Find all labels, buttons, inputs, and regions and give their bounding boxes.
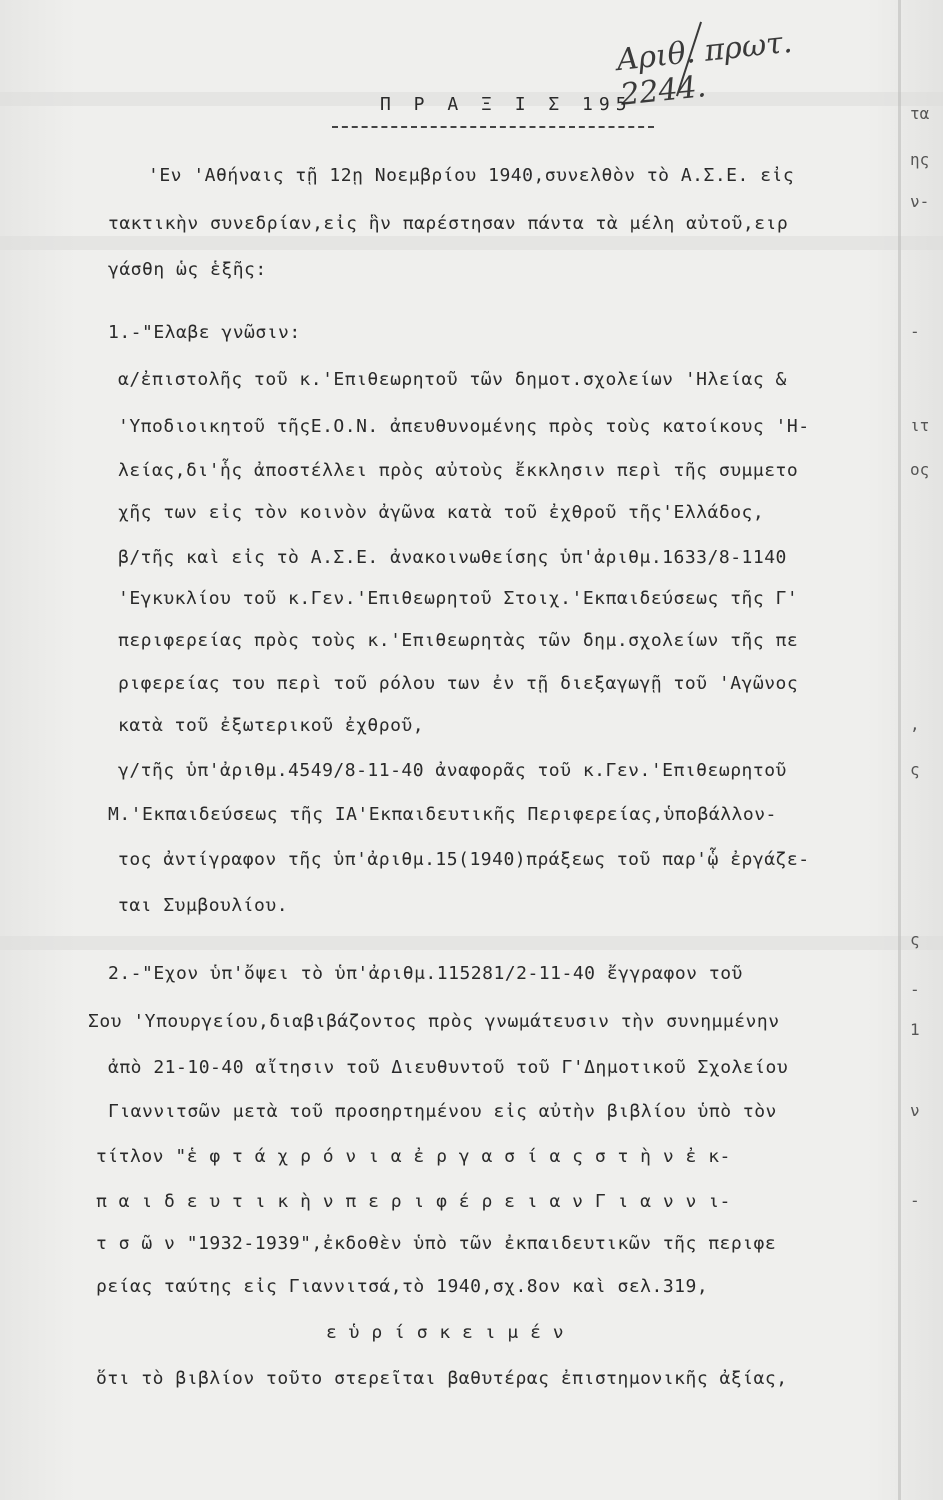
text-line: ἀπὸ 21-10-40 αἴτησιν τοῦ Διευθυντοῦ τοῦ Γ'Δημοτικοῦ Σχολείου bbox=[108, 1057, 789, 1078]
text-line: ὅτι τὸ βιβλίον τοῦτο στερεῖται βαθυτέρας ἐπιστημονικῆς ἀξίας, bbox=[96, 1368, 788, 1389]
title-underline bbox=[332, 126, 654, 128]
margin-fragment: τα bbox=[910, 104, 930, 123]
text-line: χῆς των εἰς τὸν κοινὸν ἀγῶνα κατὰ τοῦ ἐχθροῦ τῆς'Ελλάδος, bbox=[118, 502, 765, 523]
text-line: γάσθη ὡς ἑξῆς: bbox=[108, 259, 267, 280]
margin-fragment: ιτ bbox=[910, 416, 930, 435]
handwritten-protocol-number: Αριθ. πρωτ. 2244. bbox=[615, 24, 794, 113]
text-line: λείας,δι'ἧς ἀποστέλλει πρὸς αὐτοὺς ἔκκλησιν περὶ τῆς συμμετο bbox=[118, 460, 799, 481]
text-line: τ σ ῶ ν "1932-1939",ἐκδοθὲν ὑπὸ τῶν ἐκπαιδευτικῶν τῆς περιφε bbox=[96, 1233, 777, 1254]
text-line: Σου 'Υπουργείου,διαβιβάζοντος πρὸς γνωμάτευσιν τὴν συνημμένην bbox=[88, 1011, 780, 1032]
text-line: 'Εγκυκλίου τοῦ κ.Γεν.'Επιθεωρητοῦ Στοιχ.'Εκπαιδεύσεως τῆς Γ' bbox=[118, 588, 799, 609]
text-line: ριφερείας του περὶ τοῦ ρόλου των ἐν τῇ διεξαγωγῇ τοῦ 'Αγῶνος bbox=[118, 673, 799, 694]
margin-fragment: 1 bbox=[910, 1020, 920, 1039]
margin-fragment: ης bbox=[910, 150, 930, 169]
bleed-through-stripe bbox=[0, 936, 943, 950]
margin-fragment: - bbox=[910, 322, 920, 341]
margin-fragment: , bbox=[910, 715, 920, 734]
text-line: κατὰ τοῦ ἐξωτερικοῦ ἐχθροῦ, bbox=[118, 715, 425, 736]
text-line: τίτλον "ἑ φ τ ά χ ρ ό ν ι α ἐ ρ γ α σ ί α ς σ τ ὴ ν ἐ κ- bbox=[96, 1146, 731, 1167]
margin-fragment: ς bbox=[910, 930, 920, 949]
text-line: 'Εν 'Αθήναις τῇ 12ῃ Νοεμβρίου 1940,συνελθὸν τὸ Α.Σ.Ε. εἰς bbox=[148, 165, 795, 186]
text-line: 1.-"Ελαβε γνῶσιν: bbox=[108, 322, 301, 343]
text-line: ρείας ταύτης εἰς Γιαννιτσά,τὸ 1940,σχ.8ον καὶ σελ.319, bbox=[96, 1276, 709, 1297]
text-line: ε ὑ ρ ί σ κ ε ι μ έ ν bbox=[326, 1322, 565, 1343]
document-title: Π Ρ Α Ξ Ι Σ 195 bbox=[380, 94, 633, 115]
text-line: Γιαννιτσῶν μετὰ τοῦ προσηρτημένου εἰς αὐτὴν βιβλίου ὑπὸ τὸν bbox=[108, 1101, 777, 1122]
text-line: γ/τῆς ὑπ'ἀριθμ.4549/8-11-40 ἀναφορᾶς τοῦ κ.Γεν.'Επιθεωρητοῦ bbox=[118, 760, 787, 781]
text-line: α/ἐπιστολῆς τοῦ κ.'Επιθεωρητοῦ τῶν δημοτ.σχολείων 'Ηλείας & bbox=[118, 369, 787, 390]
margin-fragment: - bbox=[910, 980, 920, 999]
margin-fragment: ς bbox=[910, 760, 920, 779]
text-line: ται Συμβουλίου. bbox=[118, 895, 289, 916]
margin-fragment: ν bbox=[910, 1101, 920, 1120]
text-line: Μ.'Εκπαιδεύσεως τῆς ΙΑ'Εκπαιδευτικῆς Περιφερείας,ὑποβάλλον- bbox=[108, 804, 777, 825]
text-line: β/τῆς καὶ εἰς τὸ Α.Σ.Ε. ἀνακοινωθείσης ὑπ'ἀριθμ.1633/8-1140 bbox=[118, 547, 787, 568]
text-line: 2.-"Εχον ὑπ'ὄψει τὸ ὑπ'ἀριθμ.115281/2-11-40 ἔγγραφον τοῦ bbox=[108, 963, 743, 984]
text-line: 'Υποδιοικητοῦ τῆςΕ.Ο.Ν. ἀπευθυνομένης πρὸς τοὺς κατοίκους 'Η- bbox=[118, 416, 810, 437]
text-line: τος ἀντίγραφον τῆς ὑπ'ἀριθμ.15(1940)πράξεως τοῦ παρ'ᾧ ἐργάζε- bbox=[118, 849, 810, 870]
text-line: τακτικὴν συνεδρίαν,εἰς ἣν παρέστησαν πάντα τὰ μέλη αὐτοῦ,ειρ bbox=[108, 213, 789, 234]
text-line: περιφερείας πρὸς τοὺς κ.'Επιθεωρητὰς τῶν δημ.σχολείων τῆς πε bbox=[118, 630, 799, 651]
margin-fragment: - bbox=[910, 1191, 920, 1210]
page-edge bbox=[898, 0, 901, 1500]
margin-fragment: ος bbox=[910, 460, 930, 479]
margin-fragment: ν- bbox=[910, 192, 930, 211]
bleed-through-stripe bbox=[0, 236, 943, 250]
text-line: π α ι δ ε υ τ ι κ ὴ ν π ε ρ ι φ έ ρ ε ι α ν Γ ι α ν ν ι- bbox=[96, 1191, 731, 1212]
